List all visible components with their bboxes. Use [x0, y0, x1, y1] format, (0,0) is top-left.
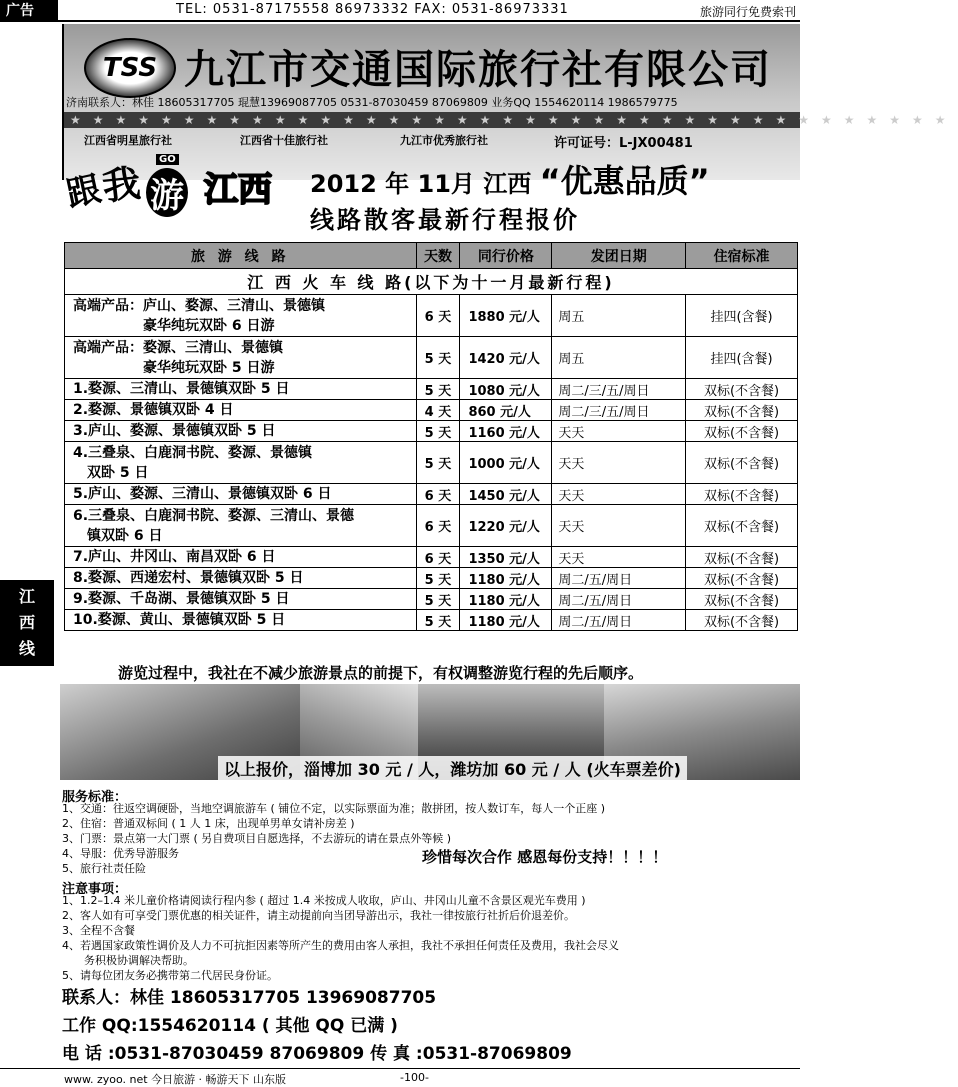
table-row [65, 589, 798, 610]
contact-qq: 工作 QQ:1554620114 ( 其他 QQ 已满 ) [62, 1016, 398, 1036]
departure-cell: 周五 [552, 295, 686, 337]
table-header-row [65, 243, 798, 269]
days-cell: 6 天 [416, 547, 460, 568]
note-item: 2、客人如有可享受门票优惠的相关证件，请主动提前向当团导游出示，我社一律按旅行社折后价退差价。 [62, 909, 575, 922]
departure-cell: 周二/五/周日 [552, 610, 686, 631]
note-item: 3、全程不含餐 [62, 924, 135, 937]
route-line-2: 豪华纯玩双卧 5 日游 [73, 359, 275, 376]
accommodation-cell: 双标(不含餐) [686, 421, 798, 442]
departure-cell: 天天 [552, 442, 686, 484]
table-row [65, 610, 798, 631]
price-cell: 1450 元/人 [460, 484, 552, 505]
days-cell: 5 天 [416, 442, 460, 484]
table-row [65, 547, 798, 568]
price-cell: 1420 元/人 [460, 337, 552, 379]
price-cell: 1180 元/人 [460, 568, 552, 589]
slogan-char-4: 江西 [204, 170, 272, 210]
table-row [65, 400, 798, 421]
itinerary-notice: 游览过程中，我社在不减少旅游景点的前提下，有权调整游览行程的先后顺序。 [118, 664, 644, 682]
contact-block [62, 984, 572, 1068]
company-logo: TSS [84, 38, 176, 98]
license-number: 许可证号：L-JX00481 [554, 136, 693, 151]
service-item: 4、导服：优秀导游服务 [62, 847, 179, 860]
accommodation-cell: 双标(不含餐) [686, 547, 798, 568]
table-row [65, 337, 798, 379]
route-line: 6.三叠泉、白鹿洞书院、婺源、三清山、景德 [73, 507, 355, 524]
notes-list [62, 893, 619, 983]
ad-tag: 广告 [0, 0, 58, 22]
price-cell: 1000 元/人 [460, 442, 552, 484]
cherish-slogan: 珍惜每次合作 感恩每份支持！！！！ [422, 848, 668, 866]
table-row [65, 379, 798, 400]
section-row [65, 269, 798, 295]
price-table [64, 242, 798, 631]
headline-quote: “优惠品质” [539, 162, 710, 200]
days-cell: 6 天 [416, 295, 460, 337]
route-line: 9.婺源、千岛湖、景德镇双卧 5 日 [73, 591, 290, 607]
service-item: 5、旅行社责任险 [62, 862, 146, 875]
departure-cell: 天天 [552, 421, 686, 442]
route-line: 7.庐山、井冈山、南昌双卧 6 日 [73, 549, 276, 565]
departure-cell: 周二/三/五/周日 [552, 400, 686, 421]
days-cell: 5 天 [416, 610, 460, 631]
route-line: 8.婺源、西递宏村、景德镇双卧 5 日 [73, 570, 304, 586]
table-row [65, 568, 798, 589]
accommodation-cell: 挂四(含餐) [686, 337, 798, 379]
days-cell: 5 天 [416, 337, 460, 379]
service-item: 1、交通：往返空调硬卧，当地空调旅游车 ( 铺位不定，以实际票面为准；散拼团，按人数订车，每人一个正座 ) [62, 802, 606, 815]
route-cell [65, 610, 417, 631]
route-cell [65, 589, 417, 610]
note-item: 5、请每位团友务必携带第二代居民身份证。 [62, 969, 278, 982]
accommodation-cell: 双标(不含餐) [686, 484, 798, 505]
price-cell: 1180 元/人 [460, 610, 552, 631]
headline-date: 2012 年 11月 江西 [310, 170, 532, 198]
header-departure: 发团日期 [552, 243, 686, 269]
price-cell: 1160 元/人 [460, 421, 552, 442]
days-cell: 4 天 [416, 400, 460, 421]
days-cell: 6 天 [416, 505, 460, 547]
accommodation-cell: 双标(不含餐) [686, 379, 798, 400]
award-1: 江西省明星旅行社 [84, 134, 172, 147]
left-tab-char: 江 [18, 587, 35, 606]
price-cell: 1880 元/人 [460, 295, 552, 337]
route-line: 3.庐山、婺源、景德镇双卧 5 日 [73, 423, 276, 439]
route-cell [65, 379, 417, 400]
star-strip: ★★★★★★★★★★★★★★★★★★★★★★★★★★★★★★★★★★★★★★★ [64, 112, 800, 128]
free-index-label: 旅游同行免费索刊 [699, 5, 796, 19]
accommodation-cell: 双标(不含餐) [686, 400, 798, 421]
route-cell [65, 568, 417, 589]
slogan-char-3: 游 [146, 168, 188, 217]
price-cell: 1080 元/人 [460, 379, 552, 400]
route-line: 4.三叠泉、白鹿洞书院、婺源、景德镇 [73, 444, 313, 461]
headline-line-2: 线路散客最新行程报价 [310, 206, 580, 234]
service-title: 服务标准： [62, 790, 128, 805]
table-row [65, 295, 798, 337]
days-cell: 5 天 [416, 421, 460, 442]
surcharge-note: 以上报价，淄博加 30 元 / 人，潍坊加 60 元 / 人 (火车票差价) [218, 756, 687, 781]
award-2: 江西省十佳旅行社 [240, 134, 328, 147]
company-name: 九江市交通国际旅行社有限公司 [184, 47, 772, 93]
route-line: 高端产品：婺源、三清山、景德镇 [73, 339, 283, 356]
route-line: 10.婺源、黄山、景德镇双卧 5 日 [73, 612, 286, 628]
route-cell [65, 484, 417, 505]
price-cell: 1180 元/人 [460, 589, 552, 610]
route-line: 2.婺源、景德镇双卧 4 日 [73, 402, 234, 418]
days-cell: 5 天 [416, 379, 460, 400]
price-cell: 1350 元/人 [460, 547, 552, 568]
slogan-char-2: 我 [100, 161, 143, 209]
footer-site: www. zyoo. net 今日旅游 · 畅游天下 山东版 [64, 1073, 287, 1086]
days-cell: 5 天 [416, 589, 460, 610]
route-cell [65, 421, 417, 442]
departure-cell: 天天 [552, 547, 686, 568]
departure-cell: 天天 [552, 505, 686, 547]
table-row [65, 505, 798, 547]
service-item: 2、住宿：普通双标间 ( 1 人 1 床，出现单男单女请补房差 ) [62, 817, 355, 830]
service-item: 3、门票：景点第一大门票 ( 另自费项目自愿选择，不去游玩的请在景点外等候 ) [62, 832, 452, 845]
accommodation-cell: 双标(不含餐) [686, 610, 798, 631]
route-line: 高端产品：庐山、婺源、三清山、景德镇 [73, 297, 325, 314]
route-cell [65, 547, 417, 568]
accommodation-cell: 双标(不含餐) [686, 589, 798, 610]
route-cell [65, 337, 417, 379]
header-price: 同行价格 [460, 243, 552, 269]
days-cell: 6 天 [416, 484, 460, 505]
route-cell [65, 505, 417, 547]
accommodation-cell: 双标(不含餐) [686, 505, 798, 547]
route-line: 5.庐山、婺源、三清山、景德镇双卧 6 日 [73, 486, 332, 502]
header-accommodation: 住宿标准 [686, 243, 798, 269]
route-line-2: 镇双卧 6 日 [73, 527, 163, 544]
award-3: 九江市优秀旅行社 [400, 134, 488, 147]
slogan [62, 150, 296, 230]
top-bar [0, 0, 800, 22]
slogan-go-badge: GO [156, 154, 179, 165]
route-cell [65, 295, 417, 337]
accommodation-cell: 双标(不含餐) [686, 568, 798, 589]
price-cell: 860 元/人 [460, 400, 552, 421]
accommodation-cell: 挂四(含餐) [686, 295, 798, 337]
route-cell [65, 400, 417, 421]
departure-cell: 周二/五/周日 [552, 589, 686, 610]
days-cell: 5 天 [416, 568, 460, 589]
table-row [65, 442, 798, 484]
left-section-tab [0, 580, 54, 666]
departure-cell: 周二/五/周日 [552, 568, 686, 589]
top-contact: TEL: 0531-87175558 86973332 FAX: 0531-86973331 [176, 2, 569, 17]
departure-cell: 周二/三/五/周日 [552, 379, 686, 400]
headline-line-1 [310, 156, 710, 202]
contact-phone-fax: 电 话 :0531-87030459 87069809 传 真 :0531-87069809 [62, 1044, 572, 1064]
note-item: 4、若遇国家政策性调价及人力不可抗拒因素等所产生的费用由客人承担，我社不承担任何责任及费用，我社会尽义 [62, 939, 619, 952]
section-title: 江 西 火 车 线 路(以下为十一月最新行程) [65, 269, 798, 295]
note-item: 1、1.2–1.4 米儿童价格请阅读行程内参 ( 超过 1.4 米按成人收取，庐山、井冈山儿童不含景区观光车费用 ) [62, 894, 586, 907]
table-row [65, 421, 798, 442]
price-cell: 1220 元/人 [460, 505, 552, 547]
contact-person: 联系人：林佳 18605317705 13969087705 [62, 988, 437, 1008]
table-row [65, 484, 798, 505]
header-route: 旅 游 线 路 [65, 243, 417, 269]
page-number: -100- [400, 1071, 429, 1084]
route-cell [65, 442, 417, 484]
left-tab-char: 西 [18, 613, 35, 632]
departure-cell: 周五 [552, 337, 686, 379]
page-footer [0, 1068, 800, 1086]
accommodation-cell: 双标(不含餐) [686, 442, 798, 484]
route-line-2: 双卧 5 日 [73, 464, 149, 481]
route-line-2: 豪华纯玩双卧 6 日游 [73, 317, 275, 334]
header-days: 天数 [416, 243, 460, 269]
contact-line: 济南联系人：林佳 18605317705 琨慧13969087705 0531-87030459 87069809 业务QQ 1554620114 1986579775 [66, 96, 678, 109]
note-item: 务积极协调解决帮助。 [62, 954, 194, 967]
route-line: 1.婺源、三清山、景德镇双卧 5 日 [73, 381, 290, 397]
departure-cell: 天天 [552, 484, 686, 505]
notes-title: 注意事项： [62, 882, 128, 897]
slogan-char-1: 跟 [62, 168, 105, 216]
left-tab-char: 线 [18, 639, 35, 658]
